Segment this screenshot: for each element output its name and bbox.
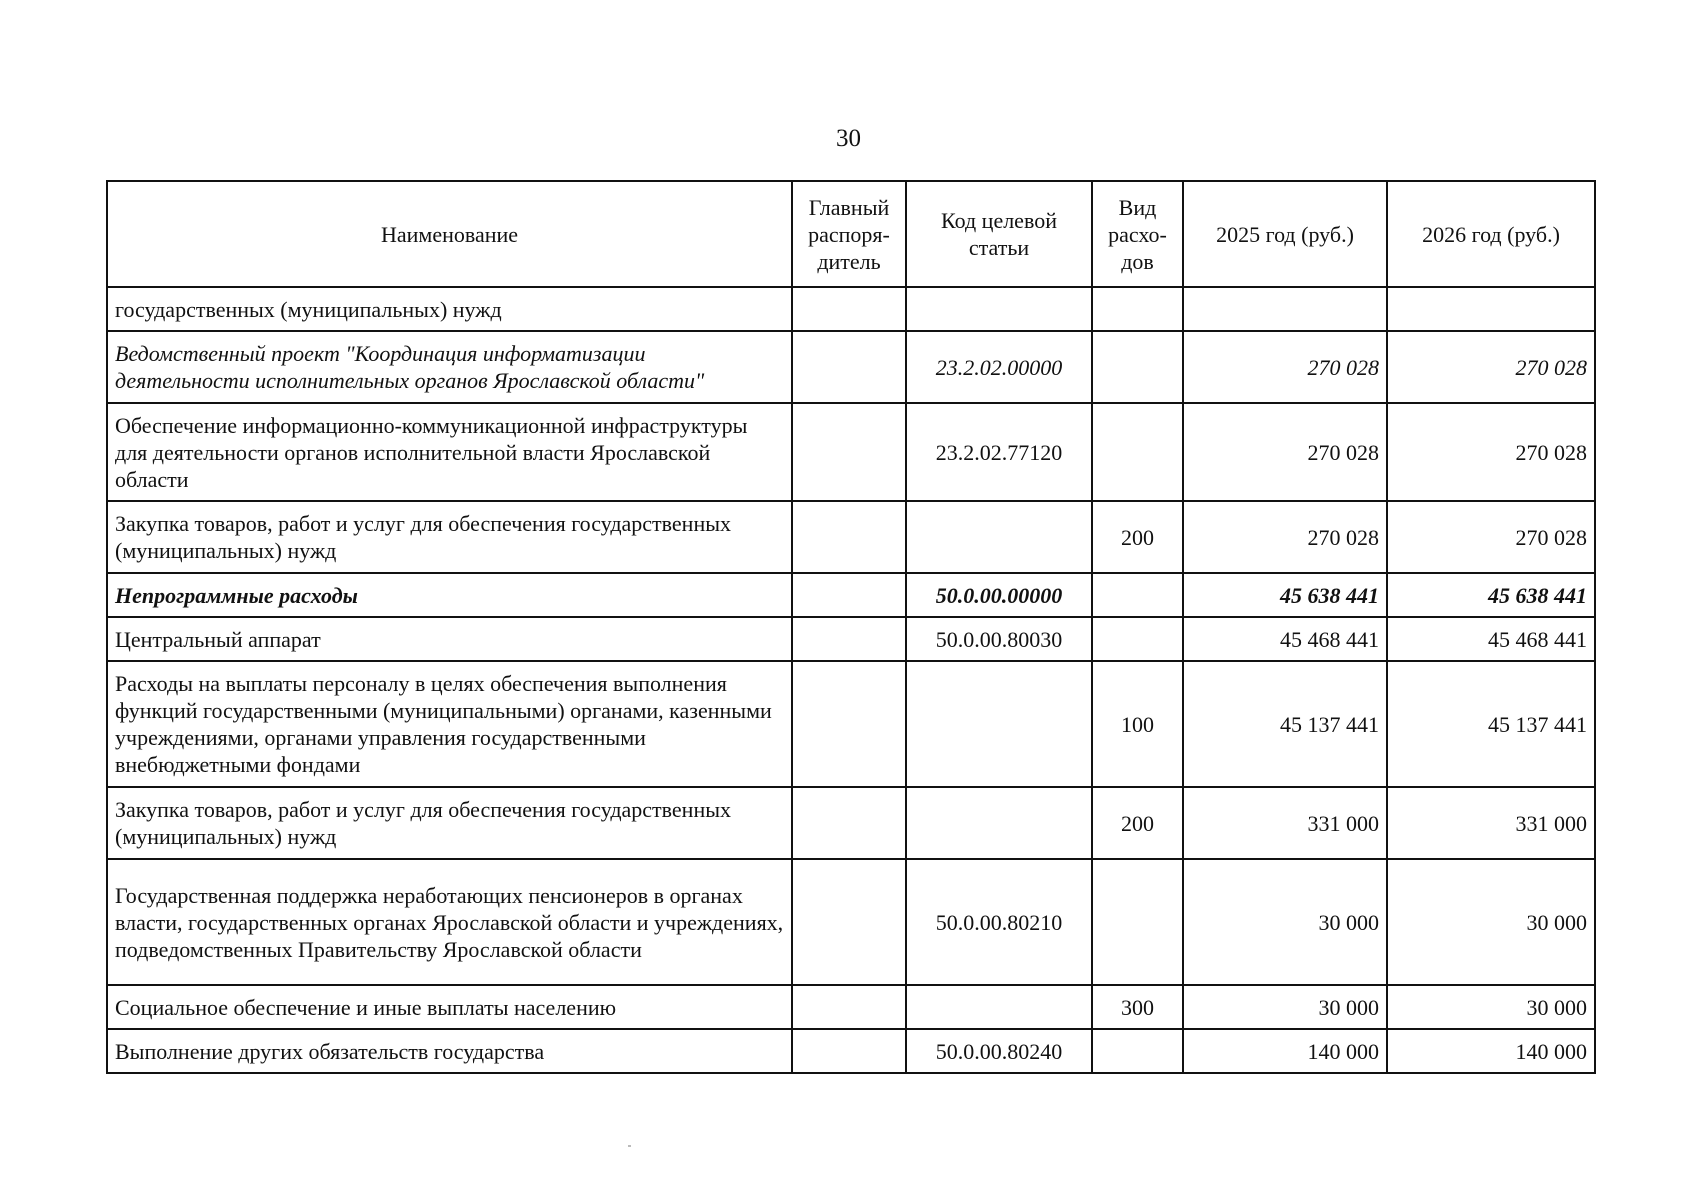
table-row xyxy=(107,1029,1595,1073)
cell-code xyxy=(906,287,1092,331)
cell-code xyxy=(906,985,1092,1029)
cell-year-2026: 30 000 xyxy=(1387,859,1595,985)
cell-expense-type xyxy=(1092,1029,1183,1073)
cell-expense-type: 200 xyxy=(1092,787,1183,859)
cell-year-2025: 30 000 xyxy=(1183,859,1387,985)
cell-name: Обеспечение информационно-коммуникационной инфраструктуры для деятельности органов исполнительной власти Ярославской области xyxy=(107,403,792,501)
cell-chief xyxy=(792,287,906,331)
cell-chief xyxy=(792,1029,906,1073)
cell-name: Непрограммные расходы xyxy=(107,573,792,617)
budget-table xyxy=(106,180,1596,1074)
cell-year-2026: 270 028 xyxy=(1387,331,1595,403)
cell-year-2025: 270 028 xyxy=(1183,501,1387,573)
cell-year-2026: 45 137 441 xyxy=(1387,661,1595,787)
cell-code: 23.2.02.00000 xyxy=(906,331,1092,403)
cell-name: Центральный аппарат xyxy=(107,617,792,661)
cell-expense-type: 100 xyxy=(1092,661,1183,787)
cell-year-2025: 270 028 xyxy=(1183,403,1387,501)
cell-year-2026: 140 000 xyxy=(1387,1029,1595,1073)
cell-year-2025: 331 000 xyxy=(1183,787,1387,859)
cell-year-2026: 331 000 xyxy=(1387,787,1595,859)
header-year-2026: 2026 год (руб.) xyxy=(1387,181,1595,287)
cell-expense-type xyxy=(1092,573,1183,617)
cell-chief xyxy=(792,403,906,501)
cell-name: государственных (муниципальных) нужд xyxy=(107,287,792,331)
table-body xyxy=(107,287,1595,1073)
cell-year-2025: 45 468 441 xyxy=(1183,617,1387,661)
cell-chief xyxy=(792,787,906,859)
cell-year-2025: 140 000 xyxy=(1183,1029,1387,1073)
cell-expense-type xyxy=(1092,331,1183,403)
cell-chief xyxy=(792,859,906,985)
page-number: 30 xyxy=(836,125,861,152)
cell-year-2025 xyxy=(1183,287,1387,331)
cell-expense-type xyxy=(1092,287,1183,331)
cell-year-2025: 30 000 xyxy=(1183,985,1387,1029)
cell-name: Закупка товаров, работ и услуг для обеспечения государственных (муниципальных) нужд xyxy=(107,501,792,573)
table-row xyxy=(107,403,1595,501)
cell-chief xyxy=(792,573,906,617)
cell-code: 50.0.00.00000 xyxy=(906,573,1092,617)
cell-chief xyxy=(792,331,906,403)
cell-year-2026: 270 028 xyxy=(1387,501,1595,573)
cell-chief xyxy=(792,661,906,787)
cell-name: Закупка товаров, работ и услуг для обеспечения государственных (муниципальных) нужд xyxy=(107,787,792,859)
header-expense-type: Вид расхо-дов xyxy=(1092,181,1183,287)
cell-name: Выполнение других обязательств государства xyxy=(107,1029,792,1073)
header-year-2025: 2025 год (руб.) xyxy=(1183,181,1387,287)
cell-year-2025: 270 028 xyxy=(1183,331,1387,403)
cell-year-2026: 45 638 441 xyxy=(1387,573,1595,617)
cell-code: 50.0.00.80210 xyxy=(906,859,1092,985)
cell-year-2025: 45 137 441 xyxy=(1183,661,1387,787)
cell-chief xyxy=(792,617,906,661)
table-row xyxy=(107,501,1595,573)
cell-code xyxy=(906,787,1092,859)
cell-name: Государственная поддержка неработающих пенсионеров в органах власти, государственных органах Ярославской области и учреждениях, подведомственных Правительству Ярославской области xyxy=(107,859,792,985)
header-name: Наименование xyxy=(107,181,792,287)
cell-chief xyxy=(792,985,906,1029)
cell-code: 23.2.02.77120 xyxy=(906,403,1092,501)
cell-expense-type xyxy=(1092,403,1183,501)
cell-year-2025: 45 638 441 xyxy=(1183,573,1387,617)
cell-code: 50.0.00.80240 xyxy=(906,1029,1092,1073)
cell-code: 50.0.00.80030 xyxy=(906,617,1092,661)
cell-name: Ведомственный проект "Координация информатизации деятельности исполнительных органов Ярославской области" xyxy=(107,331,792,403)
table-row xyxy=(107,573,1595,617)
cell-year-2026: 30 000 xyxy=(1387,985,1595,1029)
cell-expense-type: 200 xyxy=(1092,501,1183,573)
table-row xyxy=(107,661,1595,787)
table-header-row xyxy=(107,181,1595,287)
table-row xyxy=(107,617,1595,661)
cell-year-2026 xyxy=(1387,287,1595,331)
cell-name: Социальное обеспечение и иные выплаты населению xyxy=(107,985,792,1029)
cell-code xyxy=(906,661,1092,787)
cell-year-2026: 45 468 441 xyxy=(1387,617,1595,661)
cell-expense-type: 300 xyxy=(1092,985,1183,1029)
table-row xyxy=(107,859,1595,985)
cell-chief xyxy=(792,501,906,573)
table-row xyxy=(107,985,1595,1029)
cell-year-2026: 270 028 xyxy=(1387,403,1595,501)
scan-artifact xyxy=(628,1145,631,1147)
cell-expense-type xyxy=(1092,859,1183,985)
header-code: Код целевой статьи xyxy=(906,181,1092,287)
cell-code xyxy=(906,501,1092,573)
table-row xyxy=(107,331,1595,403)
cell-name: Расходы на выплаты персоналу в целях обеспечения выполнения функций государственными (муниципальными) органами, казенными учреждениями, органами управления государственными внебюджетными фондами xyxy=(107,661,792,787)
header-chief: Главный распоря-дитель xyxy=(792,181,906,287)
table-row xyxy=(107,287,1595,331)
cell-expense-type xyxy=(1092,617,1183,661)
table-row xyxy=(107,787,1595,859)
